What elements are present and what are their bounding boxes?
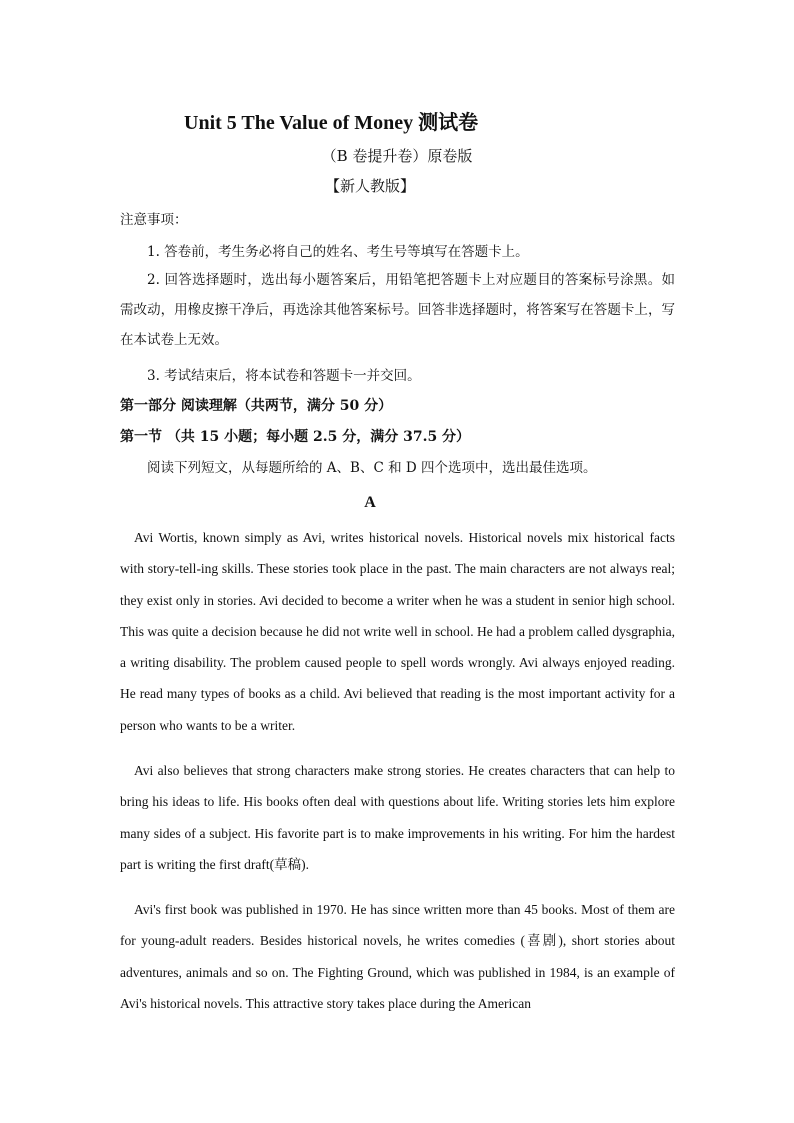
page-subtitle: （B 卷提升卷）原卷版: [321, 147, 473, 165]
page-title: Unit 5 The Value of Money 测试卷: [184, 112, 479, 134]
note-item-3: 3. 考试结束后，将本试卷和答题卡一并交回。: [147, 368, 421, 384]
note-item-1: 1. 答卷前，考生务必将自己的姓名、考生号等填写在答题卡上。: [147, 244, 529, 260]
passage-label: A: [364, 494, 376, 511]
part-heading: 第一部分 阅读理解（共两节，满分 50 分）: [120, 398, 393, 414]
reading-instruction: 阅读下列短文，从每题所给的 A、B、C 和 D 四个选项中，选出最佳选项。: [147, 460, 597, 476]
notes-heading: 注意事项：: [120, 212, 188, 228]
section-heading: 第一节 （共 15 小题；每小题 2.5 分，满分 37.5 分）: [120, 429, 471, 445]
passage-paragraph-1: Avi Wortis, known simply as Avi, writes historical novels. Historical novels mix historical facts with story-tell-ing skills. These stories took place in the past. The main characters are not always real; they exist only in stories. Avi decided to become a writer when he was a student in senior high school. This was quite a decision because he did not write well in school. He had a problem called dysgraphia, a writing disability. The problem caused people to spell words wrongly. Avi always enjoyed reading. He read many types of books as a child. Avi believed that reading is the most important activity for a person who wants to be a writer.: [120, 530, 675, 733]
edition-label: 【新人教版】: [324, 177, 415, 195]
passage-paragraph-3: Avi's first book was published in 1970. He has since written more than 45 books. Most of them are for young-adult readers. Besides historical novels, he writes comedies (喜剧), short stories about adventures, animals and so on. The Fighting Ground, which was published in 1984, is an example of Avi's historical novels. This attractive story takes place during the American: [120, 902, 675, 1011]
passage-paragraph-2: Avi also believes that strong characters make strong stories. He creates characters that can help to bring his ideas to life. His books often deal with questions about life. Writing stories lets him explore many sides of a subject. His favorite part is to make improvements in his writing. For him the hardest part is writing the first draft(草稿).: [120, 763, 675, 872]
note-item-2: 2. 回答选择题时，选出每小题答案后，用铅笔把答题卡上对应题目的答案标号涂黑。如需改动，用橡皮擦干净后，再选涂其他答案标号。回答非选择题时，将答案写在答题卡上，写在本试卷上无效。: [120, 272, 675, 348]
